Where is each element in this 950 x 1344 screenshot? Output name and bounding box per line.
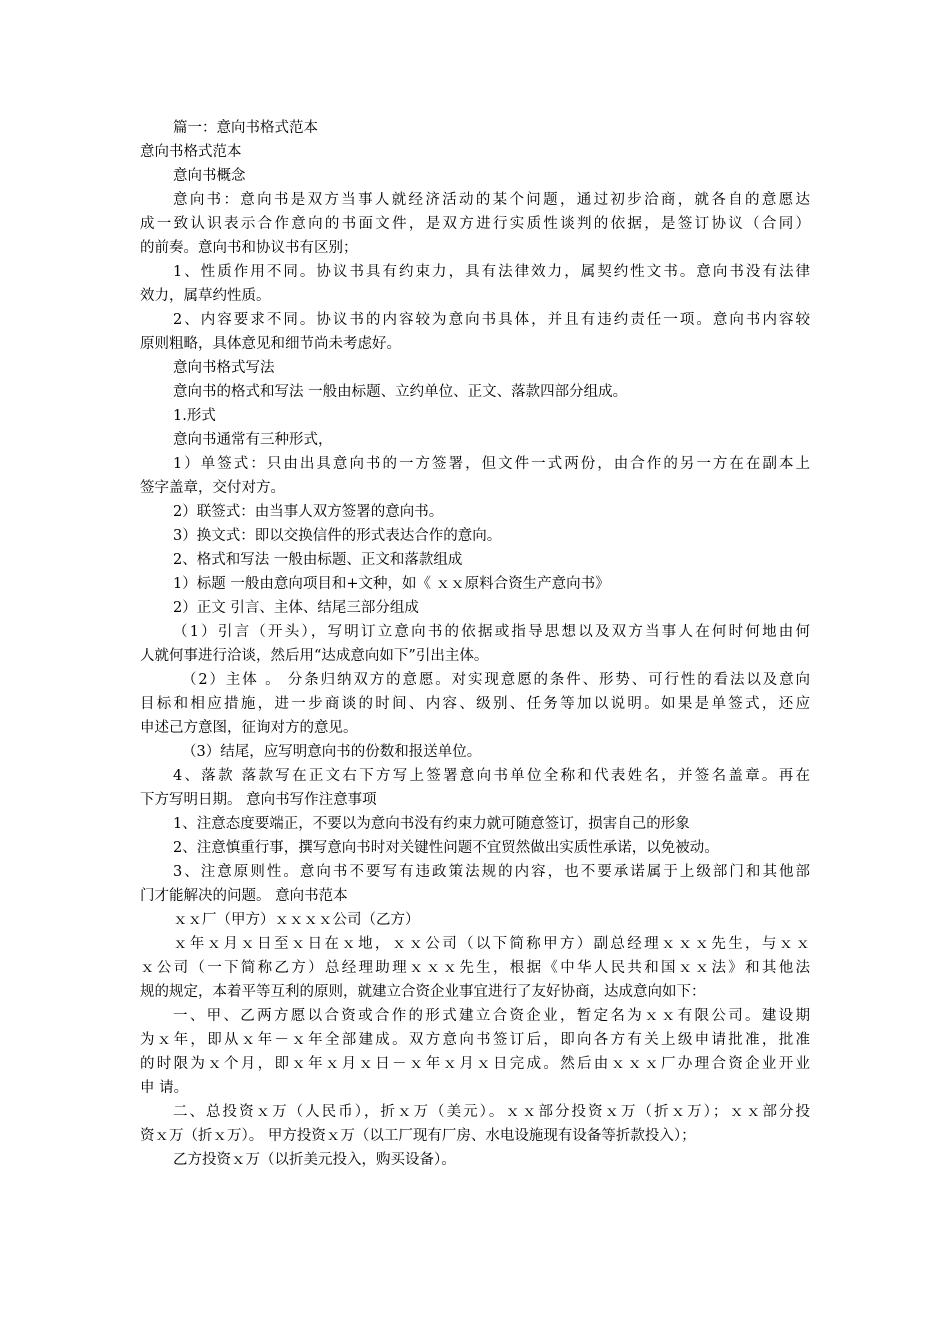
text-line <box>140 404 810 428</box>
text-line <box>140 908 810 932</box>
text-line <box>140 668 810 692</box>
text-line <box>140 764 810 788</box>
text-line <box>140 860 810 884</box>
text-line <box>140 932 810 956</box>
text-line-content: 4、落款 落款写在正文右下方写上签署意向书单位全称和代表姓名，并签名盖章。再在 <box>173 768 810 784</box>
text-line <box>140 620 810 644</box>
text-line <box>140 1028 810 1052</box>
text-line <box>140 596 810 620</box>
text-line <box>140 644 810 668</box>
text-line-content: 意向书概念 <box>173 168 246 184</box>
text-line <box>140 428 810 452</box>
text-line-content: 门才能解决的问题。 意向书范本 <box>140 888 348 904</box>
text-line <box>140 956 810 980</box>
text-line <box>140 1052 810 1076</box>
text-line-content: 下方写明日期。 意向书写作注意事项 <box>140 792 377 808</box>
text-line <box>140 740 810 764</box>
text-line <box>140 572 810 596</box>
text-line-content: 3、注意原则性。意向书不要写有违政策法规的内容，也不要承诺属于上级部门和其他部 <box>173 864 810 880</box>
text-line-content: 效力，属草约性质。 <box>140 288 271 304</box>
text-line-content: 2）联签式：由当事人双方签署的意向书。 <box>173 504 444 520</box>
text-line-content: 意向书通常有三种形式， <box>173 432 333 448</box>
text-line <box>140 380 810 404</box>
text-line <box>140 1100 810 1124</box>
text-line-content: 为ｘ年，即从ｘ年－ｘ年全部建成。双方意向书签订后，即向各方有关上级申请批准，批准 <box>140 1032 810 1048</box>
text-line-content: 1、注意态度要端正，不要以为意向书没有约束力就可随意签订，损害自己的形象 <box>173 816 690 832</box>
text-line-content: 1）单签式：只由出具意向书的一方签署，但文件一式两份，由合作的另一方在在副本上 <box>173 456 810 472</box>
text-line <box>140 812 810 836</box>
text-line-content: 2、内容要求不同。协议书的内容较为意向书具体，并且有违约责任一项。意向书内容较 <box>173 312 810 328</box>
text-line-content: 乙方投资ｘ万（以折美元投入，购买设备）。 <box>173 1152 456 1168</box>
text-line <box>140 236 810 260</box>
text-line <box>140 836 810 860</box>
text-line-content: 篇一：意向书格式范本 <box>173 120 318 136</box>
text-line <box>140 980 810 1004</box>
text-line-content: ｘ年ｘ月ｘ日至ｘ日在ｘ地，ｘｘ公司（以下简称甲方）副总经理ｘｘｘ先生，与ｘｘ <box>173 936 810 952</box>
text-line-content: 目标和相应措施，进一步商谈的时间、内容、级别、任务等加以说明。如果是单签式，还应 <box>140 696 810 712</box>
text-line <box>140 476 810 500</box>
text-line-content: 成一致认识表示合作意向的书面文件，是双方进行实质性谈判的依据，是签订协议（合同） <box>140 216 810 232</box>
document-body <box>140 116 810 1172</box>
text-line-content: （1）引言（开头），写明订立意向书的依据或指导思想以及双方当事人在何时何地由何 <box>173 624 810 640</box>
text-line-content: 1、性质作用不同。协议书具有约束力，具有法律效力，属契约性文书。意向书没有法律 <box>173 264 810 280</box>
text-line-content: 2、格式和写法 一般由标题、正文和落款组成 <box>173 552 463 568</box>
text-line-content: 意向书的格式和写法 一般由标题、立约单位、正文、落款四部分组成。 <box>173 384 628 400</box>
text-line-content: （3）结尾，应写明意向书的份数和报送单位。 <box>182 744 482 760</box>
text-line <box>140 692 810 716</box>
text-line <box>140 356 810 380</box>
text-line-content: 1）标题 一般由意向项目和+文种，如《 ｘｘ原料合资生产意向书》 <box>173 576 610 592</box>
text-line-content: 申 请。 <box>140 1080 189 1096</box>
text-line-content: ｘ公司（一下简称乙方）总经理助理ｘｘｘ先生，根据《中华人民共和国ｘｘ法》和其他法 <box>140 960 810 976</box>
text-line <box>140 164 810 188</box>
text-line <box>140 284 810 308</box>
text-line <box>140 116 810 140</box>
text-line-content: 一、甲、乙两方愿以合资或合作的形式建立合资企业，暂定名为ｘｘ有限公司。建设期 <box>173 1008 810 1024</box>
text-line <box>140 260 810 284</box>
text-line <box>140 308 810 332</box>
text-line <box>140 500 810 524</box>
text-line-content: 意向书：意向书是双方当事人就经济活动的某个问题，通过初步洽商，就各自的意愿达 <box>173 192 810 208</box>
text-line <box>140 140 810 164</box>
text-line-content: 二、总投资ｘ万（人民币），折ｘ万（美元）。ｘｘ部分投资ｘ万（折ｘ万）；ｘｘ部分投 <box>173 1104 810 1120</box>
text-line-content: 的前奏。意向书和协议书有区别； <box>140 240 358 256</box>
text-line <box>140 332 810 356</box>
text-line-content: 原则粗略，具体意见和细节尚未考虑好。 <box>140 336 401 352</box>
text-line <box>140 548 810 572</box>
text-line <box>140 1124 810 1148</box>
text-line-content: 2）正文 引言、主体、结尾三部分组成 <box>173 600 419 616</box>
text-line-content: 2、注意慎重行事，撰写意向书时对关键性问题不宜贸然做出实质性承诺，以免被动。 <box>173 840 719 856</box>
text-line <box>140 1076 810 1100</box>
text-line <box>140 716 810 740</box>
text-line <box>140 884 810 908</box>
text-line <box>140 1148 810 1172</box>
text-line-content: 1.形式 <box>173 408 216 424</box>
text-line <box>140 452 810 476</box>
text-line <box>140 1004 810 1028</box>
text-line-content: ｘｘ厂（甲方）ｘｘｘｘ公司（乙方） <box>173 912 420 928</box>
text-line-content: 意向书格式写法 <box>173 360 275 376</box>
text-line-content: 规的规定，本着平等互利的原则，就建立合资企业事宜进行了友好协商，达成意向如下： <box>140 984 706 1000</box>
text-line-content: 申述己方意图，征询对方的意见。 <box>140 720 358 736</box>
text-line <box>140 524 810 548</box>
text-line <box>140 212 810 236</box>
text-line-content: 的时限为ｘ个月，即ｘ年ｘ月ｘ日－ｘ年ｘ月ｘ日完成。然后由ｘｘｘ厂办理合资企业开业 <box>140 1056 810 1072</box>
text-line <box>140 188 810 212</box>
text-line-content: 签字盖章，交付对方。 <box>140 480 285 496</box>
text-line-content: （2）主体 。 分条归纳双方的意愿。对实现意愿的条件、形势、可行性的看法以及意向 <box>182 672 810 688</box>
text-line-content: 人就何事进行洽谈，然后用“达成意向如下”引出主体。 <box>140 648 489 664</box>
text-line <box>140 788 810 812</box>
text-line-content: 资ｘ万（折ｘ万）。 甲方投资ｘ万（以工厂现有厂房、水电设施现有设备等折款投入）； <box>140 1128 696 1144</box>
text-line-content: 意向书格式范本 <box>140 144 242 160</box>
text-line-content: 3）换文式：即以交换信件的形式表达合作的意向。 <box>173 528 502 544</box>
